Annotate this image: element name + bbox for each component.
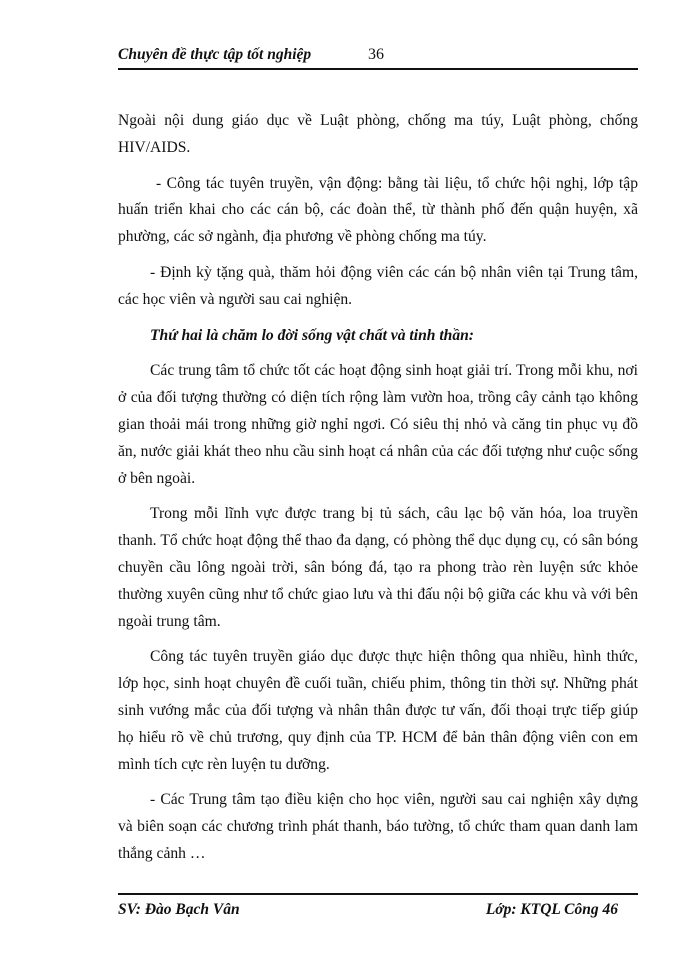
page-header: [118, 40, 638, 70]
page-footer: [118, 893, 638, 925]
paragraph-3: - Định kỳ tặng quà, thăm hỏi động viên các cán bộ nhân viên tại Trung tâm, các học viên và người sau cai nghiện.: [118, 263, 638, 308]
section-heading: Thứ hai là chăm lo đời sống vật chất và tinh thần:: [150, 326, 475, 344]
paragraph-6: Công tác tuyên truyền giáo dục được thực hiện thông qua nhiều, hình thức, lớp học, sinh hoạt chuyên đề cuối tuần, chiếu phim, thông tin thời sự. Những phát sinh vướng mắc của đối tượng và nhân thân được tư vấn, đối thoại trực tiếp giúp họ hiểu rõ về chủ trương, quy định của TP. HCM để bản thân động viên con em mình tích cực rèn luyện tu dưỡng.: [118, 648, 638, 773]
student-name: SV: Đào Bạch Vân: [118, 901, 240, 918]
header-title: Chuyên đề thực tập tốt nghiệp: [118, 46, 312, 63]
paragraph-1: Ngoài nội dung giáo dục về Luật phòng, chống ma túy, Luật phòng, chống HIV/AIDS.: [118, 112, 638, 156]
document-body: [118, 108, 638, 877]
paragraph-7: - Các Trung tâm tạo điều kiện cho học viên, người sau cai nghiện xây dựng và biên soạn các chương trình phát thanh, báo tường, tổ chức tham quan danh lam thắng cảnh …: [118, 791, 638, 862]
page-number: 36: [368, 46, 384, 63]
class-name: Lớp: KTQL Công 46: [485, 901, 618, 918]
paragraph-2: - Công tác tuyên truyền, vận động: bằng tài liệu, tổ chức hội nghị, lớp tập huấn triển khai cho các cán bộ, các đoàn thể, từ thành phố đến quận huyện, xã phường, các sở ngành, địa phương về phòng chống ma túy.: [118, 174, 638, 246]
paragraph-5: Trong mỗi lĩnh vực được trang bị tủ sách, câu lạc bộ văn hóa, loa truyền thanh. Tổ chức hoạt động thể thao đa dạng, có phòng thể dục dụng cụ, có sân bóng chuyền cầu lông ngoài trời, sân bóng đá, tạo ra phong trào rèn luyện sức khỏe thường xuyên cũng như tổ chức giao lưu và thi đấu nội bộ giữa các khu và với bên ngoài trung tâm.: [118, 505, 638, 630]
paragraph-4: Các trung tâm tổ chức tốt các hoạt động sinh hoạt giải trí. Trong mỗi khu, nơi ở của đối tượng thường có diện tích rộng làm vườn hoa, trồng cây cảnh tạo không gian thoải mái trong những giờ nghỉ ngơi. Có siêu thị nhỏ và căng tin phục vụ đồ ăn, nước giải khát theo nhu cầu sinh hoạt cá nhân của các đối tượng như cuộc sống ở bên ngoài.: [118, 362, 638, 487]
